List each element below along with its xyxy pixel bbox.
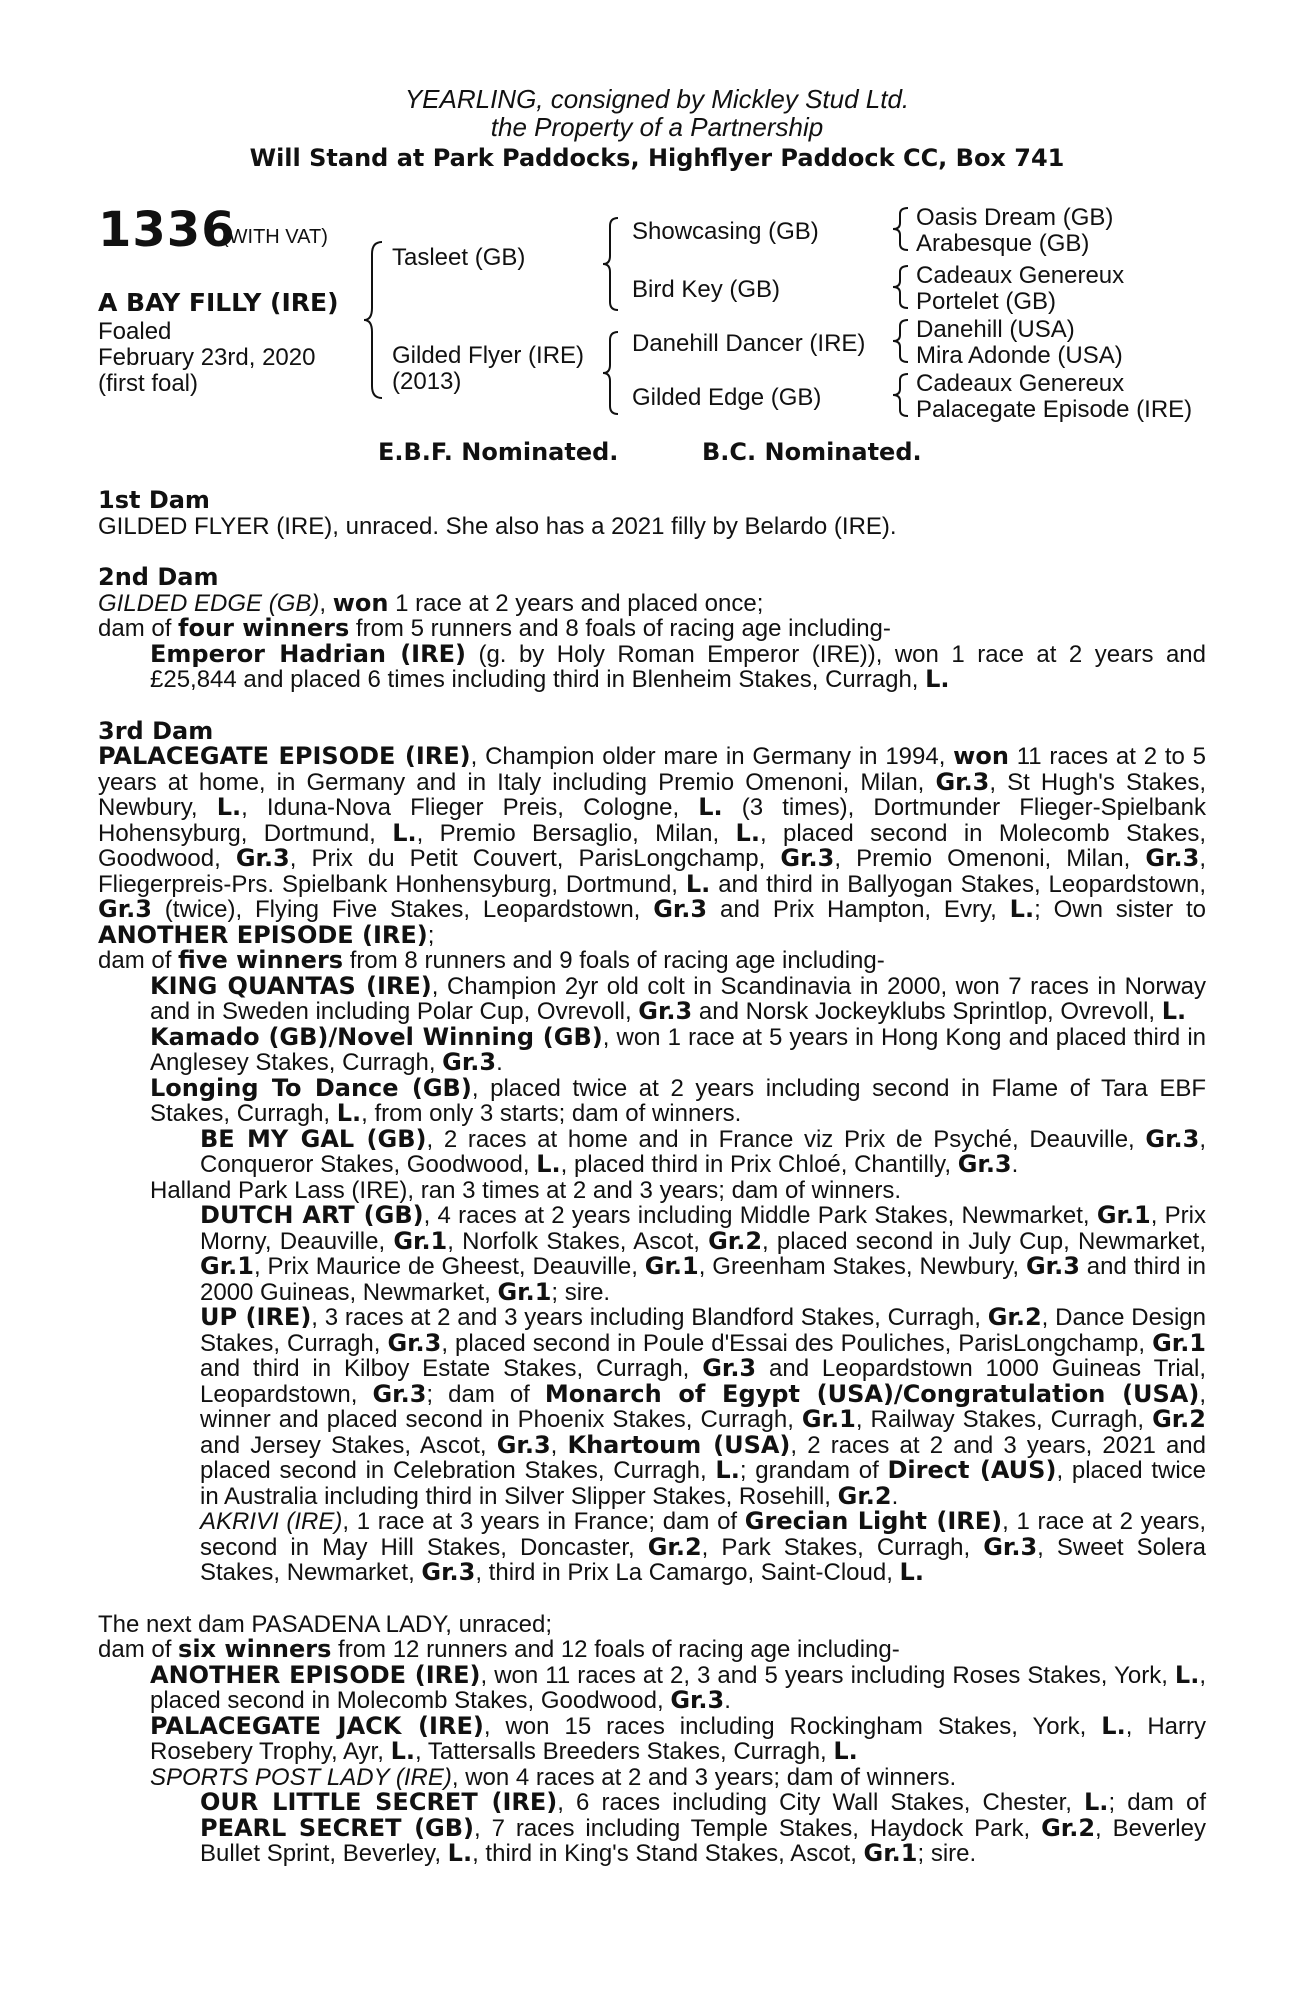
pedigree-brace-ss [890, 206, 912, 252]
text: 11 races at 2 to 5 years at home, in Germany and in Italy including Premio Omenoni, Milan, [98, 743, 1206, 796]
next-dam-entry: The next dam PASADENA LADY, unraced; [98, 1610, 553, 1638]
group-badge: Gr.3 [421, 1558, 476, 1586]
listed-badge: L. [390, 1737, 415, 1765]
group-badge: Gr.3 [496, 1430, 551, 1459]
ebf-nominated: E.B.F. Nominated. [378, 438, 619, 466]
horse-pearl-secret: PEARL SECRET (GB) [200, 1813, 474, 1842]
text: , placed second in Molecomb Stakes, Goodwood, [98, 819, 1206, 872]
produce-emperor-hadrian [98, 639, 1206, 693]
text: , Harry Rosebery Trophy, Ayr, [150, 1712, 1207, 1765]
group-badge: Gr.3 [1145, 1124, 1200, 1153]
produce-be-my-gal [98, 1124, 1206, 1178]
horse-palacegate-jack: PALACEGATE JACK (IRE) [150, 1711, 484, 1740]
horse-direct: Direct (AUS) [887, 1456, 1057, 1484]
group-badge: Gr.3 [638, 997, 693, 1025]
header-stand-location: Will Stand at Park Paddocks, Highflyer Paddock CC, Box 741 [249, 144, 1065, 172]
group-badge: Gr.2 [987, 1303, 1042, 1331]
winners-count: six winners [178, 1635, 332, 1663]
text: , 7 races including Temple Stakes, Haydock Park, [474, 1814, 1042, 1842]
text: . [891, 1482, 899, 1510]
group-badge: Gr.3 [1145, 844, 1200, 872]
pedigree-dam: Gilded Flyer (IRE) [392, 342, 585, 369]
text: , Greenham Stakes, Newbury, [698, 1253, 1026, 1280]
text: , Premio Bersaglio, Milan, [416, 819, 736, 847]
horse-dutch-art: DUTCH ART (GB) [200, 1201, 424, 1229]
text: , 4 races at 2 years including Middle Park Stakes, Newmarket, [423, 1202, 1097, 1229]
produce-up [98, 1305, 1206, 1509]
horse-our-little-secret: OUR LITTLE SECRET (IRE) [200, 1788, 558, 1816]
text: dam of [98, 947, 179, 974]
text: . [1011, 1151, 1019, 1178]
text: , won 4 races at 2 and 3 years; dam of winners. [451, 1763, 957, 1791]
text: dam of [98, 1636, 179, 1663]
text: , Norfolk Stakes, Ascot, [447, 1227, 709, 1255]
group-badge: Gr.3 [442, 1048, 497, 1076]
horse-sports-post-lady: SPORTS POST LADY (IRE) [150, 1763, 452, 1791]
horse-khartoum: Khartoum (USA) [567, 1430, 791, 1459]
produce-sports-post-lady [98, 1765, 1206, 1791]
text: , placed second in July Cup, Newmarket, [762, 1227, 1206, 1255]
group-badge: Gr.1 [863, 1839, 918, 1867]
text: , Prix du Petit Couvert, ParisLongchamp, [289, 845, 781, 872]
text: and third in Ballyogan Stakes, Leopardstown, [710, 870, 1207, 898]
horse-akrivi: AKRIVI (IRE) [200, 1508, 343, 1535]
won-label: won [953, 742, 1009, 770]
third-dam-produce [98, 948, 1206, 974]
group-badge: Gr.2 [1041, 1813, 1096, 1842]
text: and Norsk Jockeyklubs Sprintlop, Ovrevoll, [692, 998, 1162, 1025]
listed-badge: L. [698, 793, 723, 821]
pedigree-ddd: Palacegate Episode (IRE) [916, 396, 1193, 423]
horse-another-episode: ANOTHER EPISODE (IRE) [98, 920, 428, 949]
text: , placed second in Poule d'Essai des Pouliches, ParisLongchamp, [441, 1329, 1153, 1357]
text: ; grandam of [739, 1457, 888, 1484]
group-badge: Gr.3 [653, 895, 708, 923]
pedigree-sss: Oasis Dream (GB) [916, 204, 1114, 231]
produce-kamado [98, 1022, 1206, 1076]
text: and third in Kilboy Estate Stakes, Curragh, [200, 1355, 703, 1382]
text: , winner and placed second in Phoenix Stakes, Curragh, [200, 1380, 1207, 1433]
text: , 1 race at 3 years in France; dam of [342, 1508, 745, 1535]
text: ; dam of [1108, 1789, 1207, 1816]
pedigree-sdd: Portelet (GB) [916, 288, 1057, 315]
emperor-hadrian-text: (g. by Holy Roman Emperor (IRE)), won 1 race at 2 years and £25,844 and placed 6 times including third in Blenheim Stakes, Curragh, [150, 640, 1206, 693]
group-badge: Gr.1 [200, 1252, 254, 1280]
produce-akrivi [98, 1509, 1206, 1586]
listed-badge: L. [715, 1456, 740, 1484]
pedigree-brace-sd [890, 264, 912, 310]
listed-badge: L. [1009, 895, 1035, 923]
text: , placed twice in Australia including third in Silver Slipper Stakes, Rosehill, [200, 1457, 1206, 1510]
pedigree-sds: Cadeaux Genereux [916, 262, 1125, 289]
text: , placed twice at 2 years including second in Flame of Tara EBF Stakes, Curragh, [150, 1074, 1206, 1127]
group-badge: Gr.3 [780, 844, 835, 872]
produce-palacegate-jack [98, 1711, 1207, 1765]
text: and Leopardstown 1000 Guineas Trial, Leopardstown, [200, 1355, 1207, 1408]
pedigree-brace-dam [600, 330, 622, 416]
text: , 2 races at 2 and 3 years, 2021 and placed second in Celebration Stakes, Curragh, [200, 1431, 1206, 1484]
pedigree-dam-sire: Danehill Dancer (IRE) [632, 330, 866, 357]
second-dam-entry: GILDED EDGE (GB), won 1 race at 2 years and placed once; [98, 588, 764, 617]
group-badge: Gr.3 [935, 767, 990, 796]
pedigree-dam-dam: Gilded Edge (GB) [632, 384, 822, 411]
text: from 8 runners and 9 foals of racing age including- [343, 947, 885, 974]
pedigree-ssd: Arabesque (GB) [916, 230, 1090, 257]
pedigree-dss: Danehill (USA) [916, 316, 1075, 343]
text: , Railway Stakes, Curragh, [855, 1406, 1153, 1433]
group-badge: Gr.3 [983, 1532, 1038, 1561]
horse-kamado: Kamado (GB)/Novel Winning (GB) [150, 1022, 603, 1051]
text: . [496, 1049, 503, 1076]
text: , Champion 2yr old colt in Scandinavia in 2000, won 7 races in Norway and in Sweden including Polar Cup, Ovrevoll, [150, 972, 1207, 1025]
listed-badge: L. [1084, 1788, 1109, 1816]
text: , 1 race at 2 years, second in May Hill Stakes, Doncaster, [200, 1508, 1206, 1561]
text: , Sweet Solera Stakes, Newmarket, [200, 1533, 1206, 1586]
horse-be-my-gal: BE MY GAL (GB) [200, 1124, 427, 1153]
first-dam-text: GILDED FLYER (IRE), unraced. She also has a 2021 filly by Belardo (IRE). [98, 512, 897, 540]
listed-badge: L. [1161, 997, 1187, 1025]
second-dam-runners: from 5 runners and 8 foals of racing age including- [349, 615, 891, 642]
text: , third in Prix La Camargo, Saint-Cloud, [475, 1559, 900, 1586]
text: , 2 races at home and in France viz Prix de Psyché, Deauville, [426, 1125, 1146, 1153]
horse-longing-to-dance: Longing To Dance (GB) [150, 1073, 472, 1102]
produce-dutch-art [98, 1203, 1206, 1305]
pedigree-dds: Cadeaux Genereux [916, 370, 1125, 397]
pedigree-dam-year: (2013) [392, 368, 462, 395]
text: , Fliegerpreis-Prs. Spielbank Honhensyburg, Dortmund, [98, 845, 1207, 898]
listed-badge: L. [336, 1099, 362, 1127]
listed-badge: L. [899, 1558, 924, 1586]
text: ; dam of [426, 1380, 545, 1408]
pedigree-dsd: Mira Adonde (USA) [916, 342, 1123, 369]
produce-longing-to-dance [98, 1073, 1206, 1127]
text: , Premio Omenoni, Milan, [834, 845, 1146, 872]
text: , Prix Maurice de Gheest, Deauville, [253, 1253, 645, 1280]
text: , Tattersalls Breeders Stakes, Curragh, [414, 1738, 834, 1765]
text: , 3 races at 2 and 3 years including Blandford Stakes, Curragh, [311, 1304, 988, 1331]
group-badge: Gr.1 [801, 1405, 856, 1433]
text: and Prix Hampton, Evry, [707, 896, 1010, 923]
horse-another-episode: ANOTHER EPISODE (IRE) [150, 1660, 481, 1689]
group-badge: Gr.3 [372, 1379, 427, 1408]
text: , won 15 races including Rockingham Stakes, York, [483, 1712, 1102, 1740]
text: , Champion older mare in Germany in 1994, [470, 743, 954, 770]
third-dam-name: PALACEGATE EPISODE (IRE) [98, 742, 471, 770]
lot-vat-note: (WITH VAT) [222, 226, 328, 248]
group-badge: Gr.1 [393, 1226, 448, 1255]
pedigree-brace-dd [890, 372, 912, 418]
group-badge: Gr.2 [837, 1481, 892, 1510]
text: . [724, 1687, 731, 1714]
second-dam-heading: 2nd Dam [98, 563, 219, 591]
text: ; Own sister to [1034, 896, 1207, 923]
text: , St Hugh's Stakes, Newbury, [98, 768, 1207, 821]
text: , Prix Morny, Deauville, [200, 1202, 1207, 1255]
text: , Conqueror Stakes, Goodwood, [200, 1125, 1206, 1178]
winners-count: five winners [178, 946, 344, 974]
listed-badge: L. [536, 1150, 561, 1178]
horse-grecian-light: Grecian Light (IRE) [744, 1507, 1003, 1535]
produce-halland-park-lass: Halland Park Lass (IRE), ran 3 times at 2 and 3 years; dam of winners. [150, 1176, 901, 1204]
listed-badge: L. [1174, 1660, 1200, 1689]
text: ; sire. [551, 1278, 611, 1306]
text: and third in 2000 Guineas, Newmarket, [200, 1253, 1206, 1306]
text: , Iduna-Nova Flieger Preis, Cologne, [241, 794, 699, 821]
text: , third in King's Stand Stakes, Ascot, [472, 1840, 864, 1867]
listed-badge: L. [833, 1737, 858, 1765]
listed-badge: L. [925, 665, 950, 693]
header-consignor: YEARLING, consigned by Mickley Stud Ltd. [404, 84, 910, 114]
text: , Park Stakes, Curragh, [701, 1533, 984, 1561]
group-badge: Gr.2 [708, 1226, 763, 1255]
text: ; [427, 921, 435, 949]
pedigree-sire: Tasleet (GB) [392, 244, 526, 271]
group-badge: Gr.1 [1096, 1201, 1151, 1229]
text: (3 times), Dortmunder Flieger-Spielbank Hohensyburg, Dortmund, [98, 794, 1206, 847]
text: ; sire. [917, 1840, 977, 1867]
pedigree-sire-dam: Bird Key (GB) [632, 276, 781, 303]
horse-up: UP (IRE) [200, 1303, 312, 1331]
foaled-date: February 23rd, 2020 [98, 344, 316, 371]
text: , Dance Design Stakes, Curragh, [200, 1304, 1206, 1357]
third-dam-entry [98, 744, 1206, 948]
text: , from only 3 starts; dam of winners. [361, 1100, 742, 1127]
produce-king-quantas [98, 971, 1207, 1025]
group-badge: Gr.3 [702, 1354, 757, 1382]
pedigree-brace-main [360, 240, 388, 400]
second-dam-text: 1 race at 2 years and placed once; [388, 589, 764, 617]
text: , placed second in Molecomb Stakes, Goodwood, [150, 1661, 1206, 1714]
text: , Beverley Bullet Sprint, Beverley, [200, 1814, 1206, 1867]
text: , won 1 race at 5 years in Hong Kong and placed third in Anglesey Stakes, Curragh, [150, 1023, 1206, 1076]
first-foal-note: (first foal) [98, 370, 199, 397]
group-badge: Gr.3 [235, 844, 290, 872]
second-dam-winners: four winners [178, 614, 350, 642]
produce-another-episode [98, 1660, 1206, 1714]
listed-badge: L. [735, 818, 760, 847]
group-badge: Gr.3 [387, 1328, 442, 1357]
group-badge: Gr.3 [1025, 1252, 1080, 1280]
group-badge: Gr.1 [1152, 1328, 1207, 1357]
text: from 12 runners and 12 foals of racing age including- [331, 1636, 900, 1663]
text: , won 11 races at 2, 3 and 5 years including Roses Stakes, York, [480, 1661, 1175, 1689]
next-dam-produce [98, 1637, 1206, 1663]
group-badge: Gr.2 [647, 1532, 702, 1561]
listed-badge: L. [685, 869, 711, 898]
foaled-label: Foaled [98, 318, 172, 345]
first-dam-heading: 1st Dam [98, 486, 210, 514]
text: , [550, 1431, 568, 1459]
listed-badge: L. [216, 793, 242, 821]
horse-king-quantas: KING QUANTAS (IRE) [150, 971, 432, 1000]
horse-monarch-of-egypt: Monarch of Egypt (USA)/Congratulation (USA) [544, 1379, 1200, 1408]
pedigree-brace-ds [890, 318, 912, 364]
group-badge: Gr.3 [957, 1150, 1012, 1178]
produce-our-little-secret [98, 1790, 1206, 1867]
group-badge: Gr.2 [1152, 1405, 1206, 1433]
pedigree-brace-sire [600, 216, 622, 312]
second-dam-produce [98, 616, 1206, 642]
lot-number: 1336 [98, 202, 236, 258]
text: , 6 races including City Wall Stakes, Chester, [557, 1789, 1085, 1816]
text: (twice), Flying Five Stakes, Leopardstown, [151, 896, 654, 923]
horse-name: A BAY FILLY (IRE) [98, 288, 339, 317]
listed-badge: L. [447, 1839, 473, 1867]
horse-emperor-hadrian: Emperor Hadrian (IRE) [150, 639, 466, 668]
listed-badge: L. [1101, 1711, 1126, 1740]
produce-record [98, 488, 1206, 1867]
second-dam-dam-of: dam of [98, 615, 179, 642]
group-badge: Gr.3 [670, 1686, 725, 1714]
group-badge: Gr.1 [497, 1277, 552, 1306]
listed-badge: L. [392, 818, 417, 847]
text: , placed third in Prix Chloé, Chantilly, [560, 1151, 958, 1178]
second-dam-name: GILDED EDGE (GB) [98, 589, 320, 617]
group-badge: Gr.1 [644, 1252, 699, 1280]
text: and Jersey Stakes, Ascot, [200, 1431, 497, 1459]
bc-nominated: B.C. Nominated. [702, 438, 922, 466]
third-dam-heading: 3rd Dam [98, 716, 214, 745]
header-property: the Property of a Partnership [490, 112, 824, 142]
pedigree-sire-sire: Showcasing (GB) [632, 218, 819, 245]
group-badge: Gr.3 [98, 895, 152, 923]
second-dam-won: won [332, 588, 389, 617]
